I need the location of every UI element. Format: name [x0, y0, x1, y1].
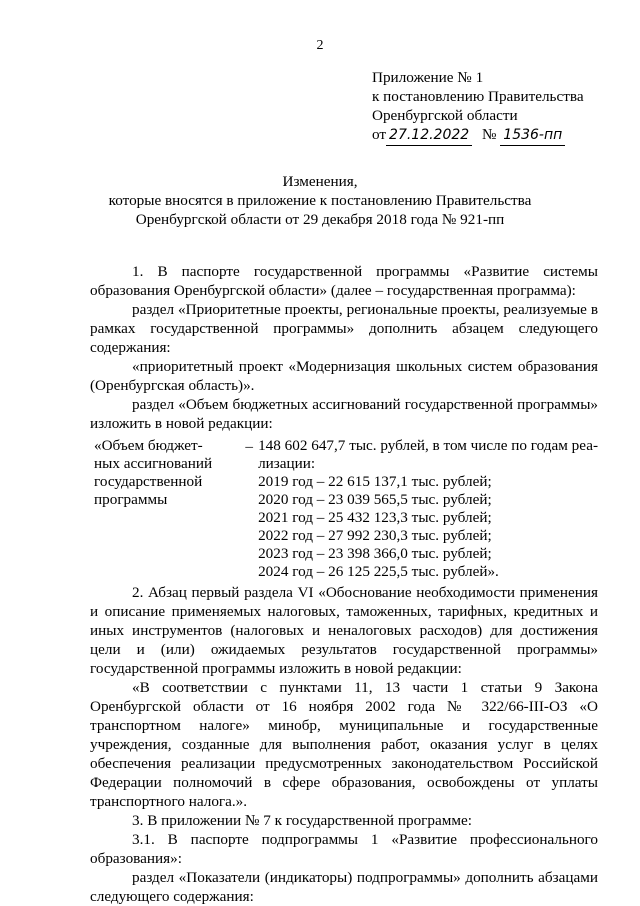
budget-dash: – [245, 438, 253, 455]
budget-label-line: программы [94, 491, 168, 508]
budget-label-line: ных ассигнований [94, 455, 213, 472]
budget-values [258, 437, 598, 581]
title-line-3: Оренбургской области от 29 декабря 2018 года № 921-пп [135, 211, 505, 228]
paragraph-8: 3.1. В паспорте подпрограммы 1 «Развитие профессионального образования»: [90, 831, 598, 867]
budget-year-row: 2019 год – 22 615 137,1 тыс. рублей; [258, 473, 492, 490]
paragraph-2: раздел «Приоритетные проекты, региональные проекты, реализуемые в рамках государственной программы» дополнить абзацем следующего содержания: [90, 301, 598, 356]
handwritten-number: 1536-пп [500, 126, 565, 146]
budget-year-row: 2024 год – 26 125 225,5 тыс. рублей». [258, 563, 499, 580]
appendix-line-1: Приложение № 1 [372, 69, 484, 86]
paragraph-3: «приоритетный проект «Модернизация школьных систем образования (Оренбургская область)». [90, 358, 598, 394]
appendix-date-line [372, 125, 584, 146]
budget-label-line: «Объем бюджет- [94, 437, 203, 454]
from-label: от [372, 126, 387, 143]
handwritten-date: 27.12.2022 [386, 126, 472, 146]
budget-year-row: 2022 год – 27 992 230,3 тыс. рублей; [258, 527, 492, 544]
paragraph-6: «В соответствии с пунктами 11, 13 части 1 статьи 9 Закона Оренбургской области от 16 ноября 2002 года № 322/66-III-ОЗ «О транспортном налоге» минобр, муниципальные и государственные учреждения, созданные для выполнения работ, оказания услуг в целях обеспечения реализации предусмотренных законодательством Российской Федерации полномочий в сфере образования, освобождены от уплаты транспортного налога.». [90, 679, 598, 810]
budget-label-line: государственной [94, 473, 203, 490]
document-title [0, 172, 640, 229]
number-label: № [482, 126, 497, 143]
budget-year-row: 2023 год – 23 398 366,0 тыс. рублей; [258, 545, 492, 562]
appendix-line-2: к постановлению Правительства [372, 88, 584, 105]
budget-label [90, 437, 240, 581]
budget-table [90, 437, 598, 581]
appendix-line-3: Оренбургской области [372, 107, 518, 124]
paragraph-1: 1. В паспорте государственной программы «Развитие системы образования Оренбургской области» (далее – государственная программа): [90, 263, 598, 299]
paragraph-5: 2. Абзац первый раздела VI «Обоснование необходимости применения и описание применяемых налоговых, таможенных, тарифных, кредитных и иных инструментов (налоговых и неналоговых расходов) для достижения цели и (или) ожидаемых результатов государственной программы» государственной программы изложить в новой редакции: [90, 584, 598, 677]
page-number: 2 [316, 38, 324, 53]
budget-total-line: 148 602 647,7 тыс. рублей, в том числе по годам реа- [258, 437, 598, 454]
paragraph-7: 3. В приложении № 7 к государственной программе: [132, 812, 472, 829]
title-line-2: которые вносятся в приложение к постановлению Правительства [108, 192, 532, 209]
paragraph-9: раздел «Показатели (индикаторы) подпрограммы» дополнить абзацами следующего содержания: [90, 869, 598, 905]
document-body [90, 262, 598, 906]
paragraph-4: раздел «Объем бюджетных ассигнований государственной программы» изложить в новой редакции: [90, 396, 598, 432]
budget-year-row: 2021 год – 25 432 123,3 тыс. рублей; [258, 509, 492, 526]
appendix-header [372, 68, 584, 146]
title-line-1: Изменения, [282, 173, 358, 190]
budget-year-row: 2020 год – 23 039 565,5 тыс. рублей; [258, 491, 492, 508]
budget-total-line: лизации: [258, 455, 316, 472]
